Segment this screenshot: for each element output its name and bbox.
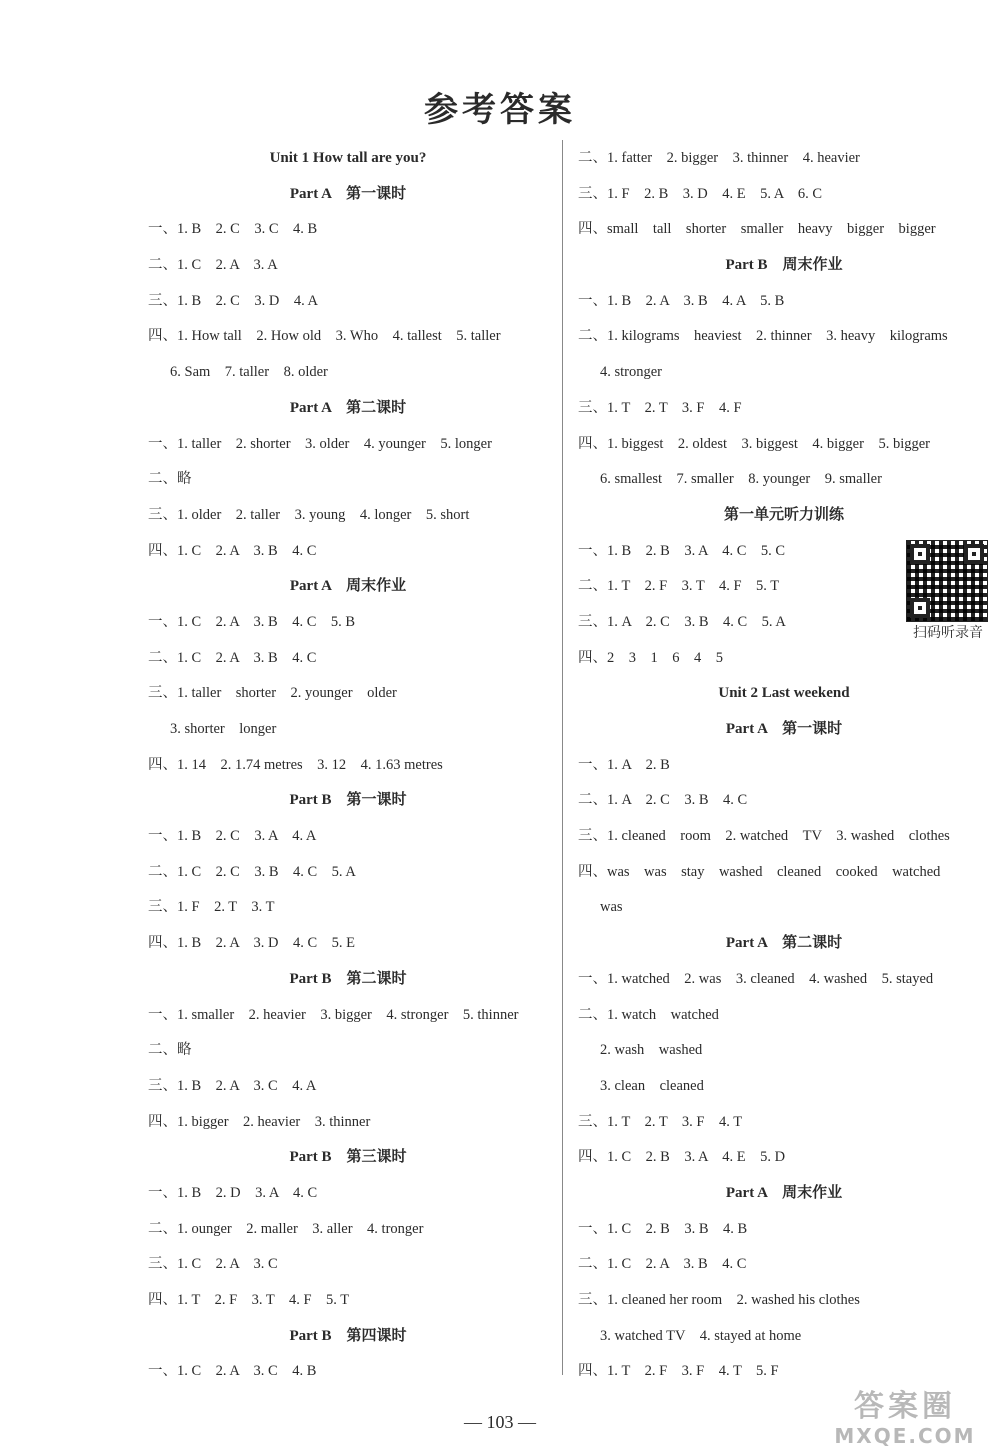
answer-line-continued: 4. stronger [600,364,663,381]
page-number: — 103 — [464,1412,536,1432]
answer-line: 三、1. F 2. B 3. D 4. E 5. A 6. C [578,185,823,202]
watermark-text: 答案圈 [854,1389,956,1424]
answer-line: 四、1. C 2. A 3. B 4. C [148,542,317,559]
answer-line: 一、1. B 2. D 3. A 4. C [148,1184,318,1201]
answer-line: 四、1. B 2. A 3. D 4. C 5. E [148,935,356,952]
section-heading: Part B 第二课时 [289,970,407,987]
answer-line: 四、2 3 1 6 4 5 [578,649,723,666]
answer-line: 四、was was stay washed cleaned cooked watched [578,863,941,880]
answer-line: 一、1. B 2. B 3. A 4. C 5. C [578,542,786,559]
answer-line: 一、1. C 2. A 3. C 4. B [148,1363,317,1380]
answer-line: 一、1. B 2. C 3. C 4. B [148,221,318,238]
section-heading: Part A 第一课时 [725,721,843,737]
answer-line-continued: 6. smallest 7. smaller 8. younger 9. smaller [600,471,882,488]
answer-line: 三、1. F 2. T 3. T [148,899,275,916]
answer-line: 四、1. T 2. F 3. F 4. T 5. F [578,1363,779,1380]
answer-line: 三、1. cleaned her room 2. washed his clothes [578,1292,860,1308]
answer-line: 四、small tall shorter smaller heavy bigger bigger [578,221,936,238]
answer-line: 一、1. C 2. A 3. B 4. C 5. B [148,613,356,630]
answer-line: 一、1. A 2. B [578,756,670,773]
answer-line: 三、1. older 2. taller 3. young 4. longer 5. short [148,506,470,523]
answer-line: 三、1. B 2. A 3. C 4. A [148,1077,317,1094]
answer-line: 四、1. T 2. F 3. T 4. F 5. T [148,1292,350,1308]
qr-caption: 扫码听录音 [913,625,983,641]
answer-line: 三、1. C 2. A 3. C [148,1256,278,1273]
answer-line: 二、1. T 2. F 3. T 4. F 5. T [578,578,780,595]
answer-line-continued: 3. watched TV 4. stayed at home [600,1327,802,1344]
section-heading: Part B 第一课时 [289,792,407,809]
section-heading: Part B 第四课时 [289,1327,407,1344]
answer-line: 一、1. B 2. C 3. A 4. A [148,828,317,845]
answer-line: 一、1. watched 2. was 3. cleaned 4. washed 5. stayed [578,970,934,987]
qr-code-icon[interactable] [906,540,988,622]
answer-line: 四、1. bigger 2. heavier 3. thinner [148,1113,371,1130]
answer-line: 二、略 [148,471,192,488]
section-heading: Part B 第三课时 [289,1149,407,1166]
column-divider [562,140,563,1375]
right-answer-column [578,141,990,1390]
answer-line-continued: 3. clean cleaned [600,1077,704,1094]
answer-line: 三、1. cleaned room 2. watched TV 3. washed clothes [578,828,950,845]
watermark-logo [820,1389,990,1447]
section-heading: Part A 第二课时 [725,935,843,952]
answer-line: 一、1. C 2. B 3. B 4. B [578,1220,748,1237]
answer-line: 二、1. C 2. A 3. B 4. C [148,649,317,666]
answer-line: 三、1. T 2. T 3. F 4. T [578,1113,743,1130]
answer-line: 二、1. ounger 2. maller 3. aller 4. tronger [148,1220,424,1237]
answer-line: 二、1. C 2. A 3. A [148,257,278,274]
answer-line: 四、1. 14 2. 1.74 metres 3. 12 4. 1.63 metres [148,756,443,773]
answer-line: 四、1. How tall 2. How old 3. Who 4. tallest 5. taller [148,328,501,345]
section-heading: Part A 第二课时 [289,399,407,416]
answer-line: 二、1. A 2. C 3. B 4. C [578,792,748,809]
section-heading: Unit 2 Last weekend [718,685,850,702]
answer-line: 三、1. T 2. T 3. F 4. F [578,399,742,416]
answer-line: 四、1. biggest 2. oldest 3. biggest 4. bigger 5. bigger [578,435,930,452]
answer-line: 二、1. watch watched [578,1006,719,1023]
answer-line: 二、1. C 2. A 3. B 4. C [578,1256,747,1273]
answer-line: 三、1. B 2. C 3. D 4. A [148,292,318,309]
section-heading: Part A 周末作业 [289,578,407,595]
answer-line-continued: was [600,899,623,916]
watermark-domain: MXQE.COM [834,1424,976,1448]
answer-line: 三、1. A 2. C 3. B 4. C 5. A [578,613,786,630]
answer-line: 二、1. C 2. C 3. B 4. C 5. A [148,863,356,880]
answer-line: 一、1. B 2. A 3. B 4. A 5. B [578,292,785,309]
answer-line: 二、1. fatter 2. bigger 3. thinner 4. heavier [578,150,860,166]
answer-line-continued: 2. wash washed [600,1042,703,1059]
section-heading: Part B 周末作业 [725,257,843,274]
section-heading: Part A 第一课时 [289,185,407,202]
answer-line: 一、1. smaller 2. heavier 3. bigger 4. stronger 5. thinner [148,1006,519,1023]
answer-line: 四、1. C 2. B 3. A 4. E 5. D [578,1149,786,1166]
answer-line: 一、1. taller 2. shorter 3. older 4. younger 5. longer [148,435,492,452]
section-heading: Unit 1 How tall are you? [269,150,427,166]
page-title: 参考答案 [424,90,576,130]
section-heading: Part A 周末作业 [725,1184,843,1201]
answer-line-continued: 3. shorter longer [170,721,277,737]
answer-line: 三、1. taller shorter 2. younger older [148,685,397,702]
left-answer-column [148,141,548,1390]
answer-line-continued: 6. Sam 7. taller 8. older [170,364,328,381]
answer-line: 二、略 [148,1042,192,1059]
section-heading: 第一单元听力训练 [723,506,844,523]
answer-line: 二、1. kilograms heaviest 2. thinner 3. heavy kilograms [578,328,948,345]
